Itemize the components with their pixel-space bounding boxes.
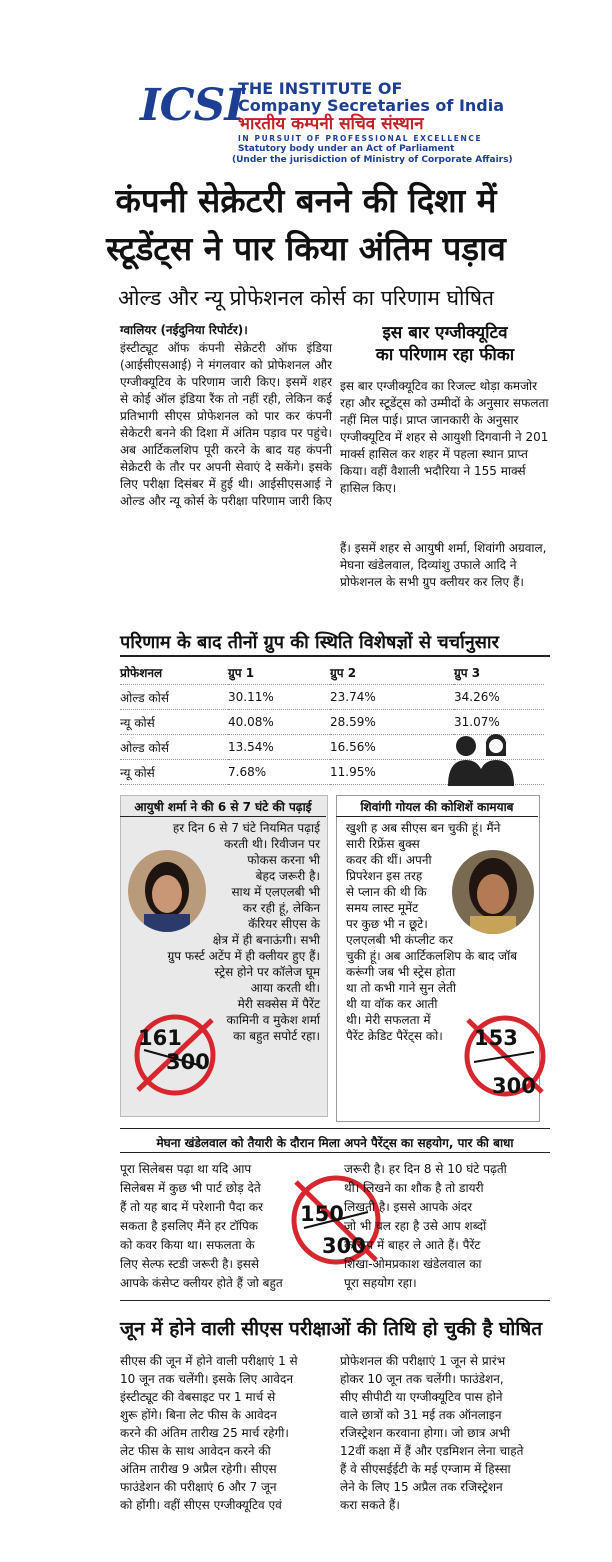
text-line: करा सकते हैं। xyxy=(340,1498,400,1512)
text-line: से प्लान की थी कि xyxy=(346,885,427,899)
text-line: इंस्टीट्यूट की वेबसाइट पर 1 मार्च से xyxy=(120,1390,276,1404)
ayushi-score-top: 161 xyxy=(138,1026,182,1050)
text-line: हर दिन 6 से 7 घंटे नियमित पढ़ाई xyxy=(172,821,320,835)
results-heading: परिणाम के बाद तीनों ग्रुप की स्थिति विशेषज्ञों से चर्चानुसार xyxy=(120,632,499,653)
institute-statutory: Statutory body under an Act of Parliament xyxy=(238,144,455,154)
executive-title-1: इस बार एग्जीक्यूटिव xyxy=(382,323,508,343)
text-line: प्रिपरेशन इस तरह xyxy=(346,869,423,883)
text-line: चुकी हूं। अब आर्टिकलशिप के बाद जॉब xyxy=(346,949,518,963)
lead-text: इंस्टीट्यूट ऑफ कंपनी सेक्रेटरी ऑफ इंडिया (आईसीएसआई) ने मंगलवार को प्रोफेशनल और एग्जीक्यूटिव के परिणाम जारी किए। इसमें शहर से कोई ऑल इंडिया रैंक तो नहीं रही, लेकिन कई प्रतिभागी सीएस प्रोफेशनल को पार कर कंपनी सेकेटरी बनने की दिशा में अंतिम पड़ाव पर पहुंचे। अब आर्टिकलशिप पूरी करने के बाद यह कंपनी सेक्रेटरी के तौर पर अपनी सेवाएं दे सकेंगे। इसके लिए परीक्षा दिसंबर में हुई थी। आईसीएसआई ने ओल्ड और न्यू कोर्स के परीक्षा परिणाम जारी किए xyxy=(120,341,332,508)
headline-line1: कंपनी सेक्रेटरी बनने की दिशा में xyxy=(115,181,497,220)
text-line: लिए सेल्फ स्टडी जरूरी है। इससे xyxy=(120,1257,259,1271)
table-row xyxy=(120,685,544,710)
text-line: थी या वॉक कर आती xyxy=(346,997,438,1011)
text-line: सकता है इसलिए मैंने हर टॉपिक xyxy=(120,1219,259,1233)
divider xyxy=(120,1128,550,1129)
exam-left-text xyxy=(120,1352,332,1514)
divider xyxy=(120,655,550,657)
table-cell: न्यू कोर्स xyxy=(120,710,228,735)
table-cell: ओल्ड कोर्स xyxy=(120,685,228,710)
executive-text: इस बार एग्जीक्यूटिव का रिजल्ट थोड़ा कमजोर रहा और स्टूडेंट्स को उम्मीदों के अनुसार सफलता नहीं मिल पाई। प्राप्त जानकारी के अनुसार एग्जीक्यूटिव में शहर से आयुशी दिगवानी ने 201 मार्क्स हासिल कर शहर में पहला स्थान प्राप्त किया। वहीं वैशाली भदौरिया ने 155 मार्क्स हासिल किए। xyxy=(340,379,549,495)
text-line: शिखा-ओमप्रकाश खंडेलवाल का xyxy=(344,1257,482,1271)
text-line: के रूप में बाहर ले आते हैं। पैरेंट xyxy=(344,1238,481,1252)
text-line: आपके कंसेप्ट क्लीयर होते हैं जो बहुत xyxy=(120,1276,283,1290)
table-cell: 40.08% xyxy=(228,710,330,735)
text-line: थी। मेरी सफलता में xyxy=(346,1013,431,1027)
text-line: को होंगी। वहीं सीएस एग्जीक्यूटिव एवं xyxy=(120,1498,282,1512)
dateline: ग्वालियर (नईदुनिया रिपोर्टर)। xyxy=(120,323,248,337)
divider xyxy=(120,1152,550,1153)
icsi-logo: ICSI xyxy=(140,80,244,131)
shivangi-score-top: 153 xyxy=(474,1026,518,1050)
meghna-score-bottom: 300 xyxy=(322,1234,366,1258)
text-line: पर कुछ भी न छूटे। xyxy=(346,917,428,931)
text-line: सिलेबस में कुछ भी पार्ट छोड़ देते xyxy=(120,1181,261,1195)
table-cell: 7.68% xyxy=(228,760,330,785)
text-line: पैरेंट क्रेडिट पैरेंट्स को। xyxy=(346,1029,443,1043)
text-line: करती थी। रिवीजन पर xyxy=(224,837,320,851)
text-line: का बहुत सपोर्ट रहा। xyxy=(233,1029,320,1043)
ayushi-score-bottom: 300 xyxy=(166,1050,210,1074)
meghna-title: मेघना खंडेलवाल को तैयारी के दौरान मिला अपने पैरेंट्स का सहयोग, पार की बाधा xyxy=(156,1136,514,1150)
text-line: लिखती है। इससे आपके अंदर xyxy=(344,1200,473,1214)
shivangi-title: शिवांगी गोयल की कोशिशें कामयाब xyxy=(360,800,514,814)
exam-right-text xyxy=(340,1352,556,1514)
text-line: को कवर किया था। सफलता के xyxy=(120,1238,255,1252)
divider xyxy=(120,1300,550,1301)
text-line: सीए सीपीटी या एग्जीक्यूटिव पास होने xyxy=(340,1390,503,1404)
text-line: एलएलबी भी कंप्लीट कर xyxy=(346,933,454,947)
institute-hindi: भारतीय कम्पनी सचिव संस्थान xyxy=(238,114,424,134)
text-line: फोकस करना भी xyxy=(247,853,320,867)
divider xyxy=(336,816,538,817)
table-cell: 11.95% xyxy=(330,760,454,785)
col-header: ग्रुप 2 xyxy=(330,660,454,685)
table-cell: 34.26% xyxy=(454,685,544,710)
text-line: था तो कभी गाने सुन लेती xyxy=(346,981,456,995)
table-cell: न्यू कोर्स xyxy=(120,760,228,785)
text-line: लेने के लिए 15 अप्रैल तक रजिस्ट्रेशन xyxy=(340,1480,503,1494)
text-line: सीएस की जून में होने वाली परीक्षाएं 1 से xyxy=(120,1354,298,1368)
text-line: कर रही हूं, लेकिन xyxy=(242,901,320,915)
institute-tagline: IN PURSUIT OF PROFESSIONAL EXCELLENCE xyxy=(238,134,483,143)
text-line: साथ में एलएलबी भी xyxy=(231,885,320,899)
table-cell: 23.74% xyxy=(330,685,454,710)
text-line: लेट फीस के साथ आवेदन करने की xyxy=(120,1444,271,1458)
col-header: ग्रुप 3 xyxy=(454,660,544,685)
text-line: बेहद जरूरी है। xyxy=(255,869,320,883)
table-cell: ओल्ड कोर्स xyxy=(120,735,228,760)
table-cell: 30.11% xyxy=(228,685,330,710)
divider xyxy=(120,816,326,817)
text-line: खुशी ह अब सीएस बन चुकी हूं। मैंने xyxy=(346,821,501,835)
text-line: रजिस्ट्रेशन करवाना होगा। जो छात्र अभी xyxy=(340,1426,510,1440)
subhead: ओल्ड और न्यू प्रोफेशनल कोर्स का परिणाम घोषित xyxy=(117,286,494,310)
col-header: प्रोफेशनल xyxy=(120,660,228,685)
text-line: जो भी चल रहा है उसे आप शब्दों xyxy=(344,1219,487,1233)
meghna-right-text xyxy=(344,1160,550,1293)
text-line: थी। लिखने का शौक है तो डायरी xyxy=(344,1181,484,1195)
text-line: समय लास्ट मूमेंट xyxy=(346,901,419,915)
text-line: कवर की थीं। अपनी xyxy=(346,853,432,867)
text-line: पूरा सिलेबस पढ़ा था यदि आप xyxy=(120,1162,252,1176)
text-line: स्ट्रेस होने पर कॉलेज घूम xyxy=(214,965,320,979)
text-line: मेरी सक्सेस में पैरेंट xyxy=(237,997,320,1011)
text-line: पूरा सहयोग रहा। xyxy=(344,1276,417,1290)
table-header-row xyxy=(120,660,544,685)
text-line: शुरू होंगे। बिना लेट फीस के आवेदन xyxy=(120,1408,277,1422)
text-line: वाले छात्रों को 31 मई तक ऑनलाइन xyxy=(340,1408,502,1422)
text-line: 12वीं कक्षा में हैं और एडमिशन लेना चाहते xyxy=(340,1444,524,1458)
text-line: कॅरियर सीएस के xyxy=(248,917,320,931)
text-line: हैं वे सीएसईईटी के मई एग्जाम में हिस्सा xyxy=(340,1462,511,1476)
text-line: ग्रुप फर्स्ट अटेंप में ही क्लीयर हुए हैं। xyxy=(167,949,320,963)
text-line: आया करती थी। xyxy=(250,981,320,995)
meghna-score-top: 150 xyxy=(300,1202,344,1226)
text-line: कामिनी व मुकेश शर्मा xyxy=(226,1013,320,1027)
table-cell: 13.54% xyxy=(228,735,330,760)
shivangi-score-bottom: 300 xyxy=(492,1074,536,1098)
text-line: करने की अंतिम तारीख 25 मार्च रहेगी। xyxy=(120,1426,289,1440)
headline-line2: स्टूडेंट्स ने पार किया अंतिम पड़ाव xyxy=(106,229,506,268)
shivangi-photo xyxy=(452,850,534,934)
institute-line2: Company Secretaries of India xyxy=(238,96,505,115)
text-line: करूंगी जब भी स्ट्रेस होता xyxy=(346,965,456,979)
text-line: क्षेत्र में ही बनाऊंगी। सभी xyxy=(212,933,320,947)
exam-heading: जून में होने वाली सीएस परीक्षाओं की तिथि हो चुकी है घोषित xyxy=(120,1318,543,1340)
executive-text-2: हैं। इसमें शहर से आयुषी शर्मा, शिवांगी अग्रवाल, मेघना खंडेलवाल, दिव्यांशु उफाले आदि ने प्रोफेशनल के सभी ग्रुप क्लीयर कर लिए हैं। xyxy=(340,541,547,589)
text-line: होकर 10 जून तक चलेंगी। फाउंडेशन, xyxy=(340,1372,504,1386)
text-line: सारी रिफ्रेंस बुक्स xyxy=(346,837,420,851)
text-line: 10 जून तक चलेंगी। इसके लिए आवेदन xyxy=(120,1372,294,1386)
text-line: हैं तो यह बाद में परेशानी पैदा कर xyxy=(120,1200,264,1214)
text-line: प्रोफेशनल की परीक्षाएं 1 जून से प्रारंभ xyxy=(340,1354,506,1368)
text-line: फाउंडेशन की परीक्षाएं 6 और 7 जून xyxy=(120,1480,277,1494)
ayushi-title: आयुषी शर्मा ने की 6 से 7 घंटे की पढ़ाई xyxy=(134,800,312,814)
table-cell: 16.56% xyxy=(330,735,454,760)
institute-jurisdiction: (Under the jurisdiction of Ministry of Corporate Affairs) xyxy=(232,155,513,165)
col-header: ग्रुप 1 xyxy=(228,660,330,685)
table-cell: 28.59% xyxy=(330,710,454,735)
institute-line1: THE INSTITUTE OF xyxy=(238,79,403,98)
text-line: जरूरी है। हर दिन 8 से 10 घंटे पढ़ती xyxy=(344,1162,507,1176)
executive-title-2: का परिणाम रहा फीका xyxy=(375,345,515,365)
table-cell: 31.07% xyxy=(454,710,544,735)
people-icon xyxy=(444,728,522,788)
text-line: अंतिम तारीख 9 अप्रैल रहेगी। सीएस xyxy=(120,1462,277,1476)
